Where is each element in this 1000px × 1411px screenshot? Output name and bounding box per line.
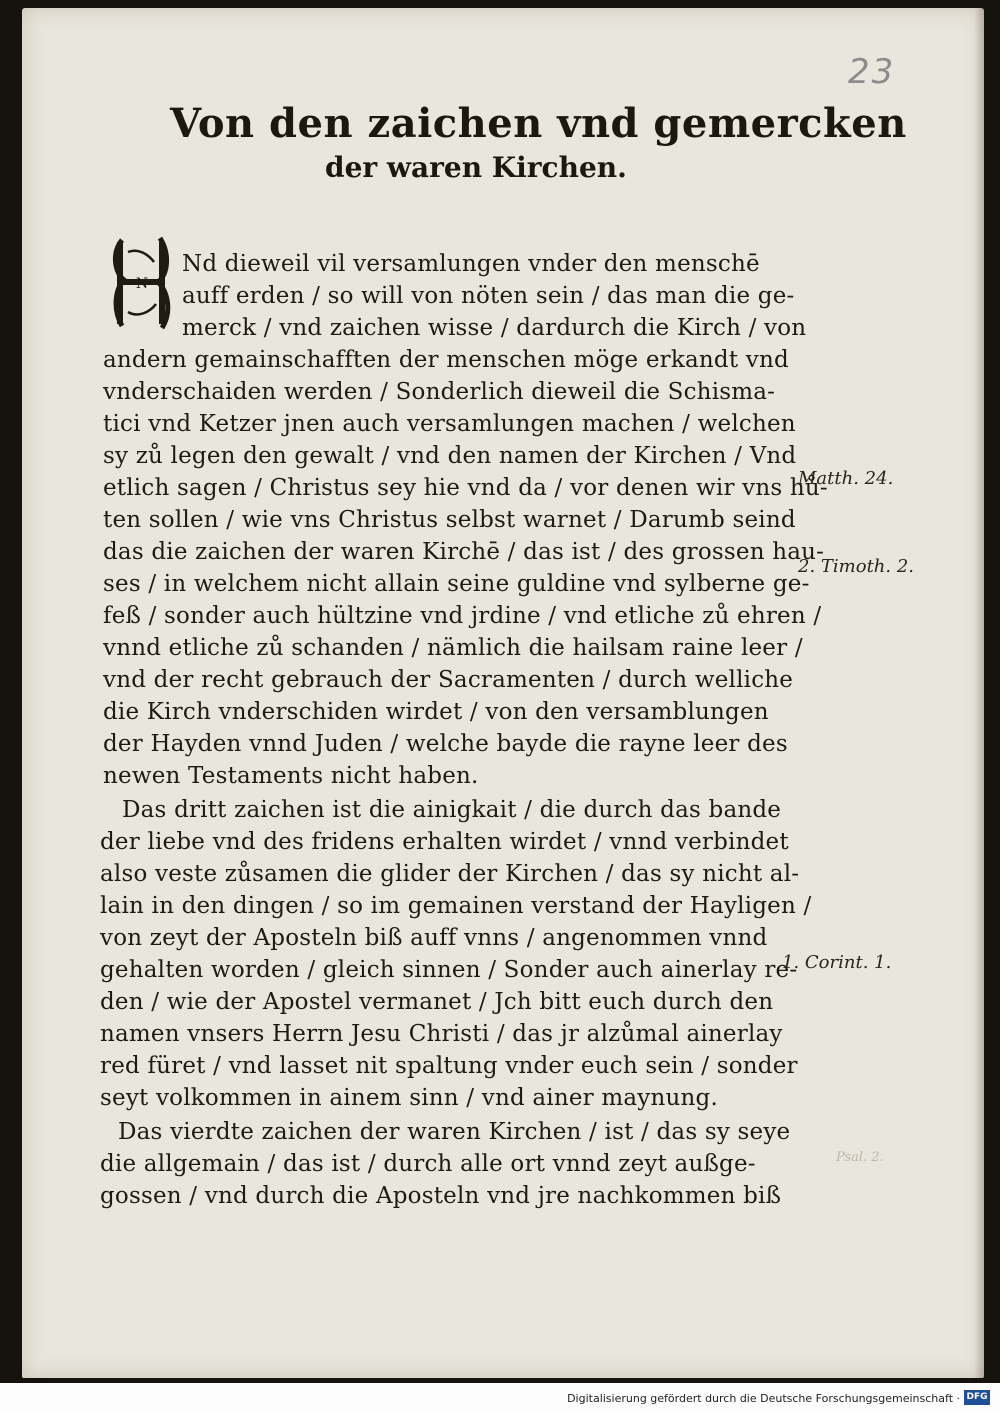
body-line: namen vnsers Herrn Jesu Christi / das jr alzůmal ainerlay	[100, 1021, 783, 1047]
body-line: auff erden / so will von nöten sein / das man die ge-	[182, 283, 795, 309]
body-line: der liebe vnd des fridens erhalten wirdet / vnnd verbindet	[100, 829, 789, 855]
body-line: gossen / vnd durch die Aposteln vnd jre nachkommen biß	[100, 1183, 782, 1209]
body-line: die allgemain / das ist / durch alle ort vnnd zeyt außge-	[100, 1151, 756, 1177]
body-line: das die zaichen der waren Kirchē / das ist / des grossen hau-	[103, 539, 825, 565]
body-line: vnderschaiden werden / Sonderlich dieweil die Schisma-	[103, 379, 776, 405]
body-line: vnd der recht gebrauch der Sacramenten / durch welliche	[103, 667, 794, 693]
body-line: gehalten worden / gleich sinnen / Sonder auch ainerlay re-	[100, 957, 798, 983]
body-line: tici vnd Ketzer jnen auch versamlungen machen / welchen	[103, 411, 796, 437]
body-line: Nd dieweil vil versamlungen vnder den menschē	[182, 251, 760, 277]
funding-credit: Digitalisierung gefördert durch die Deutsche Forschungsgemeinschaft ·	[567, 1392, 960, 1405]
body-line: ses / in welchem nicht allain seine guldine vnd sylberne ge-	[103, 571, 810, 597]
body-line: die Kirch vnderschiden wirdet / von den versamblungen	[103, 699, 769, 725]
margin-note: 1. Corint. 1.	[782, 952, 892, 973]
margin-note: Matth. 24.	[798, 468, 894, 489]
body-line: seyt volkommen in ainem sinn / vnd ainer maynung.	[100, 1085, 718, 1111]
body-line: andern gemainschafften der menschen möge erkandt vnd	[103, 347, 789, 373]
margin-note: 2. Timoth. 2.	[798, 556, 915, 577]
body-line: newen Testaments nicht haben.	[103, 763, 479, 789]
body-line: Das vierdte zaichen der waren Kirchen / ist / das sy seye	[118, 1119, 791, 1145]
body-line: etlich sagen / Christus sey hie vnd da / vor denen wir vns hů-	[103, 475, 828, 501]
body-line: merck / vnd zaichen wisse / dardurch die Kirch / von	[182, 315, 807, 341]
body-line: vnnd etliche zů schanden / nämlich die hailsam raine leer /	[103, 635, 803, 661]
body-line: Das dritt zaichen ist die ainigkait / die durch das bande	[122, 797, 782, 823]
body-line: lain in den dingen / so im gemainen verstand der Hayligen /	[100, 893, 812, 919]
body-line: sy zů legen den gewalt / vnd den namen der Kirchen / Vnd	[103, 443, 797, 469]
initial-letter: N	[135, 276, 149, 292]
body-line: ten sollen / wie vns Christus selbst warnet / Darumb seind	[103, 507, 796, 533]
decorated-initial	[108, 232, 176, 334]
margin-note: Psal. 2.	[836, 1150, 884, 1165]
body-line: von zeyt der Aposteln biß auff vnns / angenommen vnnd	[100, 925, 768, 951]
body-line: feß / sonder auch hültzine vnd jrdine / vnd etliche zů ehren /	[103, 603, 822, 629]
body-line: also veste zůsamen die glider der Kirchen / das sy nicht al-	[100, 861, 800, 887]
folio-number: 23	[848, 52, 896, 92]
chapter-title: Von den zaichen vnd gemercken	[170, 100, 907, 147]
body-line: red füret / vnd lasset nit spaltung vnder euch sein / sonder	[100, 1053, 798, 1079]
body-line: der Hayden vnnd Juden / welche bayde die rayne leer des	[103, 731, 788, 757]
dfg-logo: DFG	[964, 1390, 990, 1405]
chapter-subtitle: der waren Kirchen.	[325, 151, 627, 184]
body-line: den / wie der Apostel vermanet / Jch bitt euch durch den	[100, 989, 774, 1015]
